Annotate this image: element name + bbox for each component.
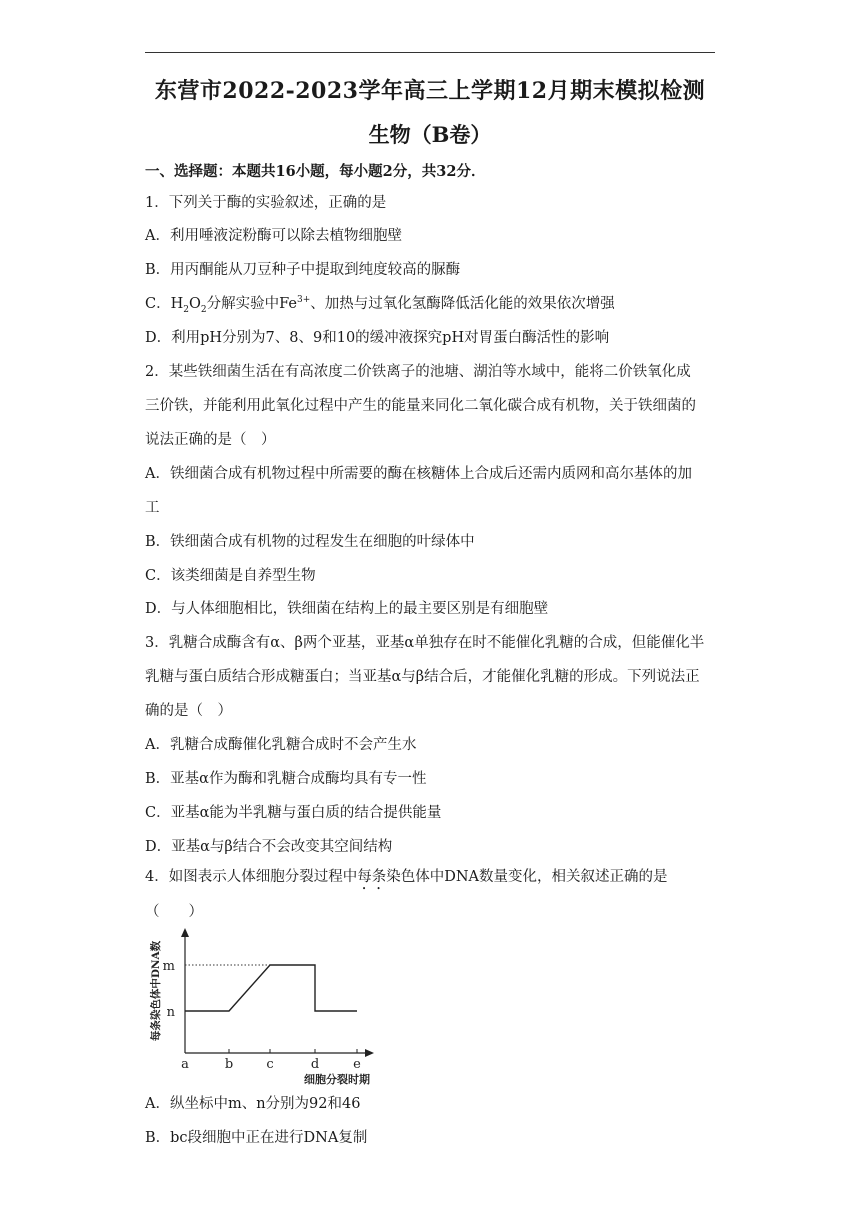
q2-option-a-1: A．铁细菌合成有机物过程中所需要的酶在核糖体上合成后还需内质网和高尔基体的加 — [145, 466, 692, 482]
q2-option-c: C．该类细菌是自养型生物 — [145, 568, 316, 584]
x-tick-label-e: e — [353, 1057, 361, 1072]
series-line-0 — [185, 965, 357, 1011]
q2-option-d: D．与人体细胞相比，铁细菌在结构上的最主要区别是有细胞壁 — [145, 601, 549, 617]
q1-option-a: A．利用唾液淀粉酶可以除去植物细胞壁 — [145, 228, 402, 244]
dna-chart — [145, 925, 385, 1085]
q3-option-c: C．亚基α能为半乳糖与蛋白质的结合提供能量 — [145, 805, 442, 821]
exam-subtitle: 生物（B卷） — [368, 122, 492, 147]
q3-option-d: D．亚基α与β结合不会改变其空间结构 — [145, 839, 393, 855]
x-tick-label-a: a — [181, 1057, 189, 1072]
x-tick-label-d: d — [310, 1057, 320, 1072]
q1-option-d: D．利用pH分别为7、8、9和10的缓冲液探究pH对胃蛋白酶活性的影响 — [145, 330, 610, 346]
exam-title: 东营市2022-2023学年高三上学期12月期末模拟检测 — [154, 78, 706, 104]
x-tick-label-c: c — [266, 1057, 274, 1072]
chart-labels — [149, 940, 370, 1085]
q2-stem-2: 三价铁，并能利用此氧化过程中产生的能量来同化二氧化碳合成有机物，关于铁细菌的 — [145, 398, 696, 414]
q2-stem-3: 说法正确的是（ ） — [145, 432, 276, 448]
q1-stem: 1．下列关于酶的实验叙述，正确的是 — [145, 195, 387, 211]
q4-option-b: B．bc段细胞中正在进行DNA复制 — [145, 1130, 368, 1146]
y-tick-label-m: m — [162, 959, 175, 974]
q3-option-a: A．乳糖合成酶催化乳糖合成时不会产生水 — [145, 737, 417, 753]
q4-stem-1: 4．如图表示人体细胞分裂过程中每条染色体中DNA数量变化，相关叙述正确的是 — [145, 869, 668, 885]
q2-stem-1: 2．某些铁细菌生活在有高浓度二价铁离子的池塘、湖泊等水域中，能将二价铁氧化成 — [145, 364, 691, 380]
q2-option-a-2: 工 — [145, 500, 160, 516]
q3-option-b: B．亚基α作为酶和乳糖合成酶均具有专一性 — [145, 771, 427, 787]
q1-option-c: C．$H_2O_2$分解实验中$Fe^{3+}$、加热与过氧化氢酶降低活化能的效果依次增强 — [145, 295, 615, 315]
q3-stem-1: 3．乳糖合成酶含有α、β两个亚基，亚基α单独存在时不能催化乳糖的合成，但能催化半 — [145, 635, 705, 651]
top-rule — [145, 52, 715, 53]
y-axis-label: 每条染色体中DNA数 — [150, 940, 162, 1042]
q4-option-a: A．纵坐标中m、n分别为92和46 — [145, 1096, 361, 1112]
chart-axes — [181, 928, 374, 1057]
x-axis-label: 细胞分裂时期 — [304, 1073, 370, 1085]
y-tick-label-n: n — [166, 1005, 175, 1020]
q3-stem-2: 乳糖与蛋白质结合形成糖蛋白；当亚基α与β结合后，才能催化乳糖的形成。下列说法正 — [145, 669, 700, 685]
chart-series — [185, 965, 357, 1011]
q3-stem-3: 确的是（ ） — [145, 703, 232, 719]
q4-emphasis: 每条 — [357, 869, 387, 885]
x-tick-label-b: b — [224, 1057, 234, 1072]
section-heading: 一、选择题：本题共16小题，每小题2分，共32分． — [145, 163, 486, 180]
y-axis-arrow — [181, 928, 189, 937]
q4-stem-2: （ ） — [145, 904, 203, 920]
q1-option-b: B．用丙酮能从刀豆种子中提取到纯度较高的脲酶 — [145, 262, 461, 278]
q2-option-b: B．铁细菌合成有机物的过程发生在细胞的叶绿体中 — [145, 534, 475, 550]
x-axis-arrow — [365, 1049, 374, 1057]
